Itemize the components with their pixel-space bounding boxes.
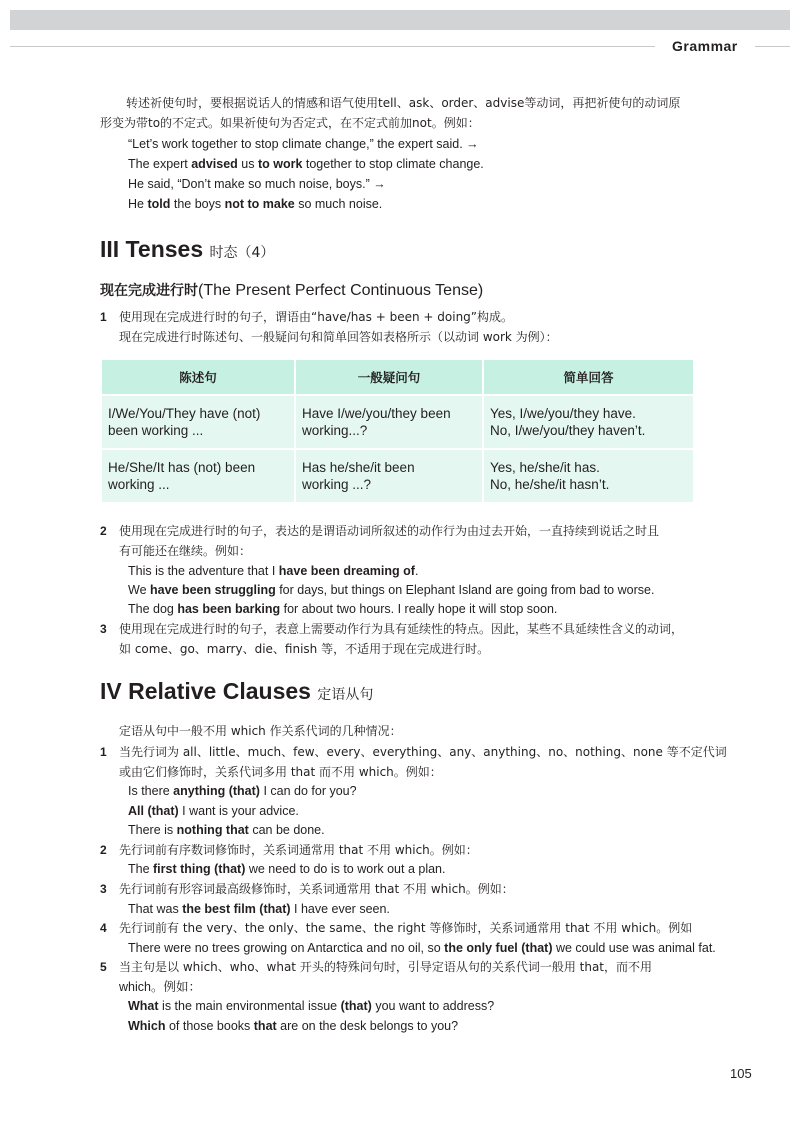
- relative-item-3-line-1: 先行词前有形容词最高级修饰时，关系词通常用 that 不用 which。例如：: [119, 882, 514, 896]
- relative-item-1-line-2: 或由它们修饰时，关系代词多用 that 而不用 which。例如：: [119, 765, 442, 779]
- tense-example-2: We have been struggling for days, but things on Elephant Island are going from bad to worse.: [128, 583, 655, 597]
- tense-item-2-line-1: 使用现在完成进行时的句子，表达的是谓语动词所叙述的动作行为由过去开始，一直持续到说话之时且: [119, 524, 660, 538]
- tense-table-header-row: [102, 360, 693, 394]
- relative-example-5b: Which of those books that are on the desk belongs to you?: [128, 1019, 459, 1033]
- tenses-subheading: 现在完成进行时(The Present Perfect Continuous Tense): [100, 282, 484, 299]
- relative-item-3-number: 3: [100, 882, 107, 896]
- intro-example-1: “Let’s work together to stop climate change,” the expert said. →: [128, 137, 479, 151]
- intro-line-1: 转述祈使句时，要根据说话人的情感和语气使用tell、ask、order、advise等动词，再把祈使句的动词原: [126, 96, 681, 110]
- header-rule-right: [755, 46, 790, 47]
- intro-example-3: He said, “Don’t make so much noise, boys.” →: [128, 177, 386, 191]
- tense-item-3-line-1: 使用现在完成进行时的句子，表意上需要动作行为具有延续性的特点。因此，某些不具延续性含义的动词，: [119, 622, 684, 636]
- intro-example-4: He told the boys not to make so much noise.: [128, 197, 383, 211]
- tense-item-3-number: 3: [100, 622, 107, 636]
- table-header-statement: 陈述句: [102, 360, 294, 394]
- relative-example-1a: Is there anything (that) I can do for you?: [128, 784, 357, 798]
- header-bar: [10, 10, 790, 30]
- relative-item-5-number: 5: [100, 960, 107, 974]
- tense-item-3-line-2: 如 come、go、marry、die、finish 等，不适用于现在完成进行时。: [119, 642, 490, 656]
- relative-heading: IV Relative Clauses 定语从句: [100, 678, 374, 704]
- relative-example-1b: All (that) I want is your advice.: [128, 804, 299, 818]
- relative-item-1-line-1: 当先行词为 all、little、much、few、every、everything、any、anything、no、nothing、none 等不定代词: [119, 745, 727, 759]
- table-header-question: 一般疑问句: [296, 360, 482, 394]
- relative-item-2-number: 2: [100, 843, 107, 857]
- table-row: [102, 450, 693, 502]
- intro-example-2: The expert advised us to work together to stop climate change.: [128, 157, 484, 171]
- tense-item-1-line-2: 现在完成进行时陈述句、一般疑问句和简单回答如表格所示（以动词 work 为例）：: [119, 330, 558, 344]
- table-cell: I/We/You/They have (not) been working ...: [102, 396, 294, 448]
- relative-intro: 定语从句中一般不用 which 作关系代词的几种情况：: [119, 724, 402, 738]
- tense-example-3: The dog has been barking for about two hours. I really hope it will stop soon.: [128, 602, 558, 616]
- tense-item-1-line-1: 使用现在完成进行时的句子，谓语由“have/has + been + doing”构成。: [119, 310, 514, 324]
- relative-item-5-line-2: which。例如：: [119, 980, 201, 994]
- relative-item-4-line-1: 先行词前有 the very、the only、the same、the right 等修饰时，关系词通常用 that 不用 which。例如: [119, 921, 693, 935]
- tense-item-2-line-2: 有可能还在继续。例如：: [119, 544, 252, 558]
- intro-line-2: 形变为带to的不定式。如果祈使句为否定式，在不定式前加not。例如：: [100, 116, 480, 130]
- tense-table: [100, 358, 695, 504]
- relative-example-1c: There is nothing that can be done.: [128, 823, 325, 837]
- tense-example-1: This is the adventure that I have been dreaming of.: [128, 564, 419, 578]
- tense-item-1-number: 1: [100, 310, 107, 324]
- table-cell: Have I/we/you/they been working...?: [296, 396, 482, 448]
- relative-example-4: There were no trees growing on Antarctica and no oil, so the only fuel (that) we could use was animal fat.: [128, 941, 716, 955]
- relative-item-4-number: 4: [100, 921, 107, 935]
- header-rule-left: [10, 46, 655, 47]
- table-cell: He/She/It has (not) been working ...: [102, 450, 294, 502]
- tense-item-2-number: 2: [100, 524, 107, 538]
- relative-item-5-line-1: 当主句是以 which、who、what 开头的特殊问句时，引导定语从句的关系代词一般用 that，而不用: [119, 960, 653, 974]
- relative-example-5a: What is the main environmental issue (that) you want to address?: [128, 999, 495, 1013]
- table-row: [102, 396, 693, 448]
- table-cell: Yes, he/she/it has. No, he/she/it hasn’t.: [484, 450, 693, 502]
- relative-example-2: The first thing (that) we need to do is to work out a plan.: [128, 862, 446, 876]
- table-cell: Yes, I/we/you/they have. No, I/we/you/they haven’t.: [484, 396, 693, 448]
- tenses-heading: III Tenses 时态（4）: [100, 236, 275, 262]
- table-cell: Has he/she/it been working ...?: [296, 450, 482, 502]
- table-header-answer: 简单回答: [484, 360, 693, 394]
- page-number: 105: [730, 1066, 752, 1081]
- section-title: Grammar: [672, 38, 738, 54]
- relative-item-2-line-1: 先行词前有序数词修饰时，关系词通常用 that 不用 which。例如：: [119, 843, 478, 857]
- relative-item-1-number: 1: [100, 745, 107, 759]
- relative-example-3: That was the best film (that) I have ever seen.: [128, 902, 390, 916]
